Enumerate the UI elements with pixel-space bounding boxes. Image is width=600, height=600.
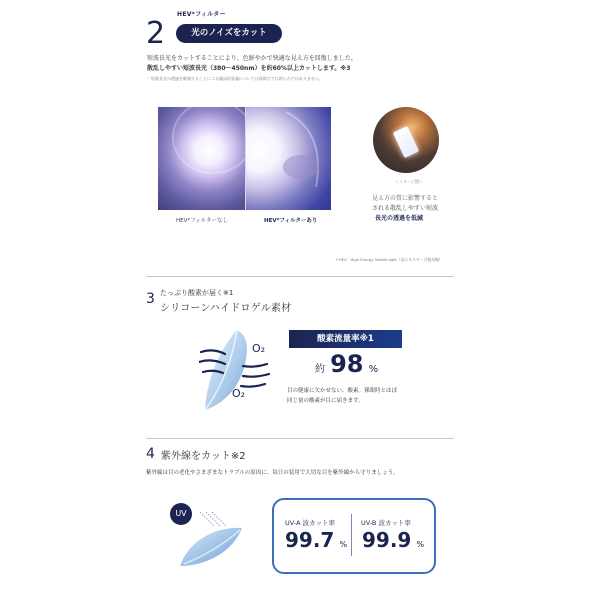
value-number: 98	[330, 350, 364, 378]
hev-footnote: ＊HEV：High Energy Visible light（高エネルギー可視光線）	[335, 257, 443, 262]
section3-body-line1: 目の健康に欠かせない、酸素。裸眼時とほぼ	[287, 388, 398, 394]
uvb-value	[362, 528, 424, 552]
section3-title: シリコーンハイドロゲル素材	[160, 303, 292, 314]
uv-icon: UV	[170, 503, 192, 525]
lens-illustration	[199, 326, 271, 414]
section2-body-line1: 短波長光をカットすることにより、色鮮やかで快適な見え方を回復しました。	[147, 55, 357, 62]
oxygen-label: O₂	[252, 342, 266, 355]
comparison-photo-with-filter	[246, 107, 331, 210]
oxygen-rate-value	[315, 350, 378, 378]
side-text-line2: される散乱しやすい短波	[372, 205, 439, 212]
uva-value	[285, 528, 347, 552]
uva-unit: %	[339, 540, 348, 549]
uva-number: 99.7	[285, 528, 335, 552]
uvb-label: UV-B 波カット率	[361, 519, 411, 527]
section4-body: 紫外線は目の老化やさまざまなトラブルの原因に。毎日の装用で大切な目を紫外線から守りましょう。	[146, 470, 399, 476]
oxygen-label: O₂	[232, 387, 246, 400]
section3-body-line2: 同じ量の酸素が目に届きます。	[287, 398, 364, 404]
value-unit: %	[368, 364, 379, 375]
uvb-unit: %	[416, 540, 425, 549]
image-caption: ＜イメージ図＞	[395, 179, 423, 184]
side-text-line3: 長光の透過を低減	[375, 215, 424, 222]
section-number-4: 4	[146, 446, 155, 462]
section-kicker-hev: HEV*フィルター	[177, 11, 226, 18]
section2-body-line2: 散乱しやすい短波長光（380～450nm）を約60%以上カットします。※3	[147, 65, 351, 72]
comparison-photo-without-filter	[158, 107, 245, 210]
section4-title: 紫外線をカット※2	[161, 451, 246, 462]
caption-without-filter: HEV*フィルターなし	[176, 218, 228, 224]
section-divider	[146, 276, 454, 277]
uva-label: UV-A 波カット率	[285, 519, 335, 527]
card-divider	[351, 514, 352, 556]
section3-kicker: たっぷり酸素が届く※1	[160, 289, 234, 297]
value-prefix: 約	[315, 364, 325, 375]
oxygen-rate-badge: 酸素流量率※1	[289, 330, 402, 348]
section-title-pill: 光のノイズをカット	[176, 24, 282, 43]
section2-note: ・短波長光の透過を軽減することによる臨床的意義については現時点では明らかではありません。	[147, 76, 324, 81]
uv-ray-arrows	[200, 512, 226, 526]
section-divider	[146, 438, 454, 439]
caption-with-filter: HEV*フィルターあり	[264, 218, 318, 224]
side-text-line1: 見え方の質に影響すると	[372, 195, 439, 202]
section-number-3: 3	[146, 291, 155, 307]
section-number-2: 2	[146, 16, 166, 51]
uvb-number: 99.9	[362, 528, 412, 552]
